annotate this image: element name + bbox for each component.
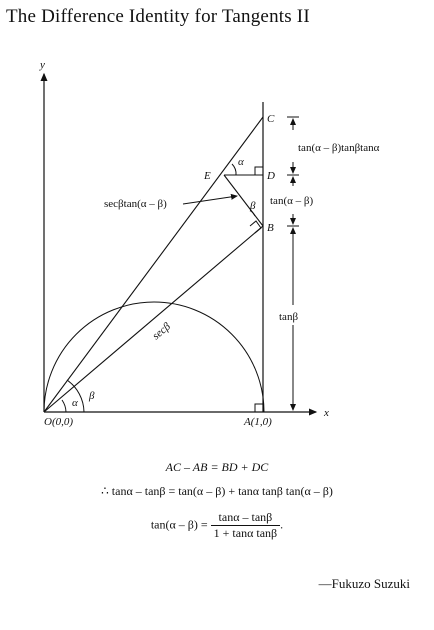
x-axis-label: x [324,407,329,419]
origin-label: O(0,0) [44,416,74,428]
equation-1: AC – AB = BD + DC [165,460,269,474]
author-credit: —Fukuzo Suzuki [318,576,410,591]
ray-OC [44,117,263,412]
alpha-label-E: α [238,156,244,168]
equation-2: ∴ tanα – tanβ = tan(α – β) + tanα tanβ tan(α – β) [101,484,333,498]
y-axis-label: y [40,59,45,71]
right-angle-B [250,221,261,233]
alpha-arc-E [232,164,236,175]
dim-top-label: tan(α – β)tanβtanα [298,142,380,154]
point-B-label: B [267,222,274,234]
equation-3-denominator: 1 + tanα tanβ [213,526,278,540]
segment-EB [224,175,263,226]
page-title: The Difference Identity for Tangents II [6,6,310,27]
equation-3 [0,510,434,541]
equation-3-period: . [280,517,284,532]
sec-beta-tan-label: secβtan(α – β) [104,198,167,210]
dim-mid-label: tan(α – β) [270,195,314,207]
dim-bottom-label: tanβ [279,311,299,323]
beta-label-B: β [250,200,256,212]
alpha-arc-O [62,400,66,412]
equation-3-numerator: tanα – tanβ [211,510,280,526]
point-E-label: E [204,170,211,182]
alpha-label-O: α [72,397,78,409]
point-D-label: D [267,170,275,182]
right-angle-D [255,167,263,175]
pointer-arrow [183,196,237,204]
ray-OB [44,226,263,412]
sec-beta-label: secβ [150,320,173,343]
equation-3-lhs: tan(α – β) = [150,517,208,532]
beta-label-O: β [89,390,95,402]
point-C-label: C [267,113,275,125]
equation-3-fraction [211,510,280,541]
point-A-label: A(1,0) [244,416,272,428]
right-angle-A [255,404,263,412]
